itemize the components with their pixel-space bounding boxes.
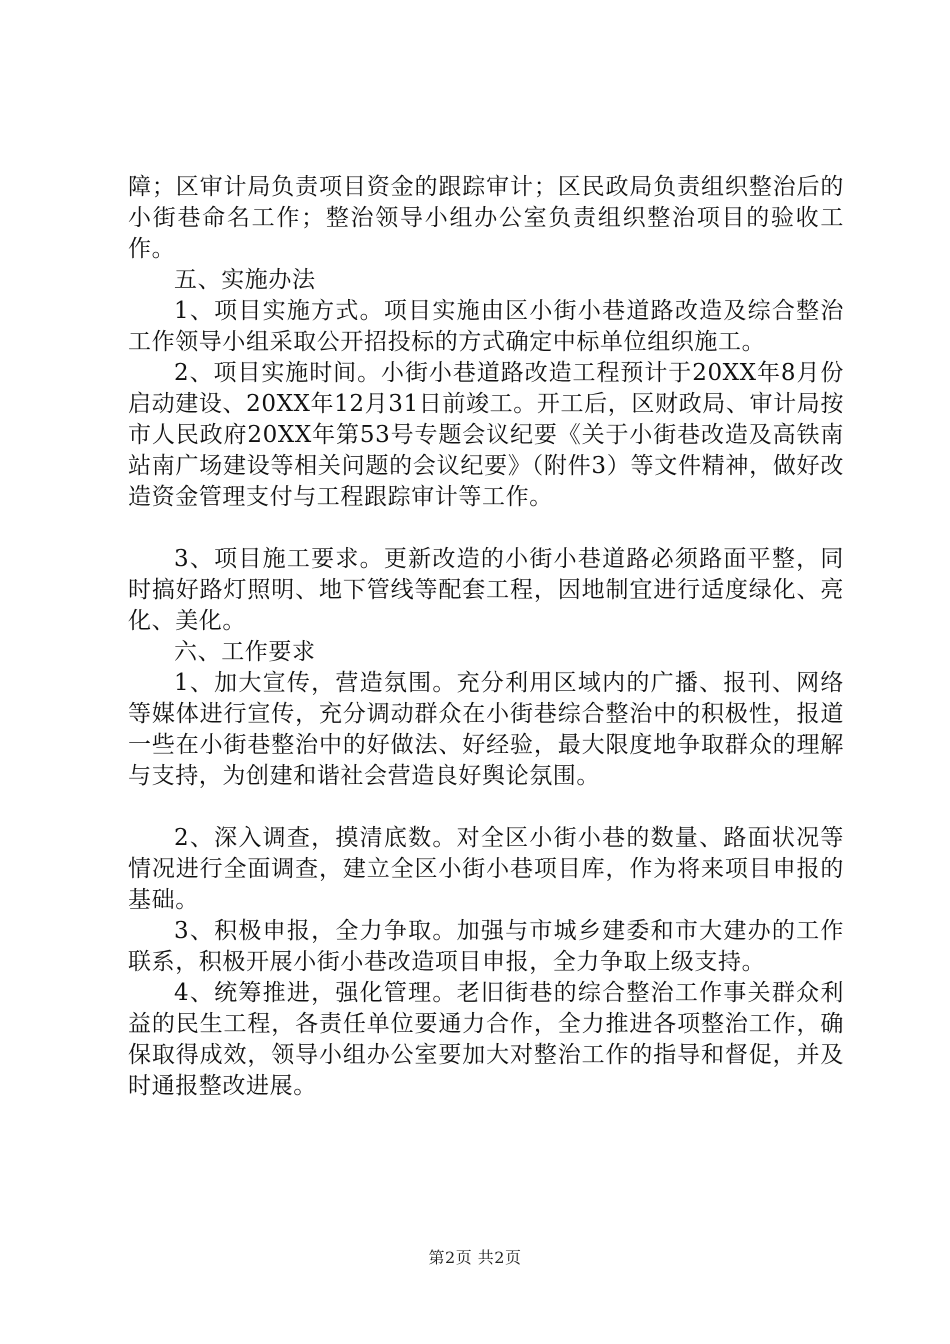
- section-heading-work-requirements: 六、工作要求: [174, 639, 316, 665]
- document-body: [128, 172, 844, 1102]
- paragraph-implementation-time: 2、项目实施时间。小街小巷道路改造工程预计于20XX年8月份启动建设、20XX年12月31日前竣工。开工后，区财政局、审计局按市人民政府20XX年第53号专题会议纪要《关于小街巷改造及高铁南站南广场建设等相关问题的会议纪要》（附件3）等文件精神，做好改造资金管理支付与工程跟踪审计等工作。: [128, 360, 844, 510]
- paragraph-construction-requirements: 3、项目施工要求。更新改造的小街小巷道路必须路面平整，同时搞好路灯照明、地下管线等配套工程，因地制宜进行适度绿化、亮化、美化。: [128, 546, 844, 634]
- paragraph-investigation: 2、深入调查，摸清底数。对全区小街小巷的数量、路面状况等情况进行全面调查，建立全区小街小巷项目库，作为将来项目申报的基础。: [128, 825, 844, 913]
- paragraph-application: 3、积极申报，全力争取。加强与市城乡建委和市大建办的工作联系，积极开展小街小巷改造项目申报，全力争取上级支持。: [128, 918, 844, 975]
- paragraph-coordination: 4、统筹推进，强化管理。老旧街巷的综合整治工作事关群众利益的民生工程，各责任单位要通力合作，全力推进各项整治工作，确保取得成效，领导小组办公室要加大对整治工作的指导和督促，并及时通报整改进展。: [128, 980, 844, 1099]
- section-heading-implementation: 五、实施办法: [174, 267, 316, 293]
- paragraph-implementation-method: 1、项目实施方式。项目实施由区小街小巷道路改造及综合整治工作领导小组采取公开招投标的方式确定中标单位组织施工。: [128, 298, 844, 355]
- paragraph-continuation: 障；区审计局负责项目资金的跟踪审计；区民政局负责组织整治后的小街巷命名工作；整治领导小组办公室负责组织整治项目的验收工作。: [128, 174, 844, 262]
- page-footer: 第2页 共2页: [428, 1248, 522, 1267]
- paragraph-publicity: 1、加大宣传，营造氛围。充分利用区域内的广播、报刊、网络等媒体进行宣传，充分调动群众在小街巷综合整治中的积极性，报道一些在小街巷整治中的好做法、好经验，最大限度地争取群众的理解与支持，为创建和谐社会营造良好舆论氛围。: [128, 670, 844, 789]
